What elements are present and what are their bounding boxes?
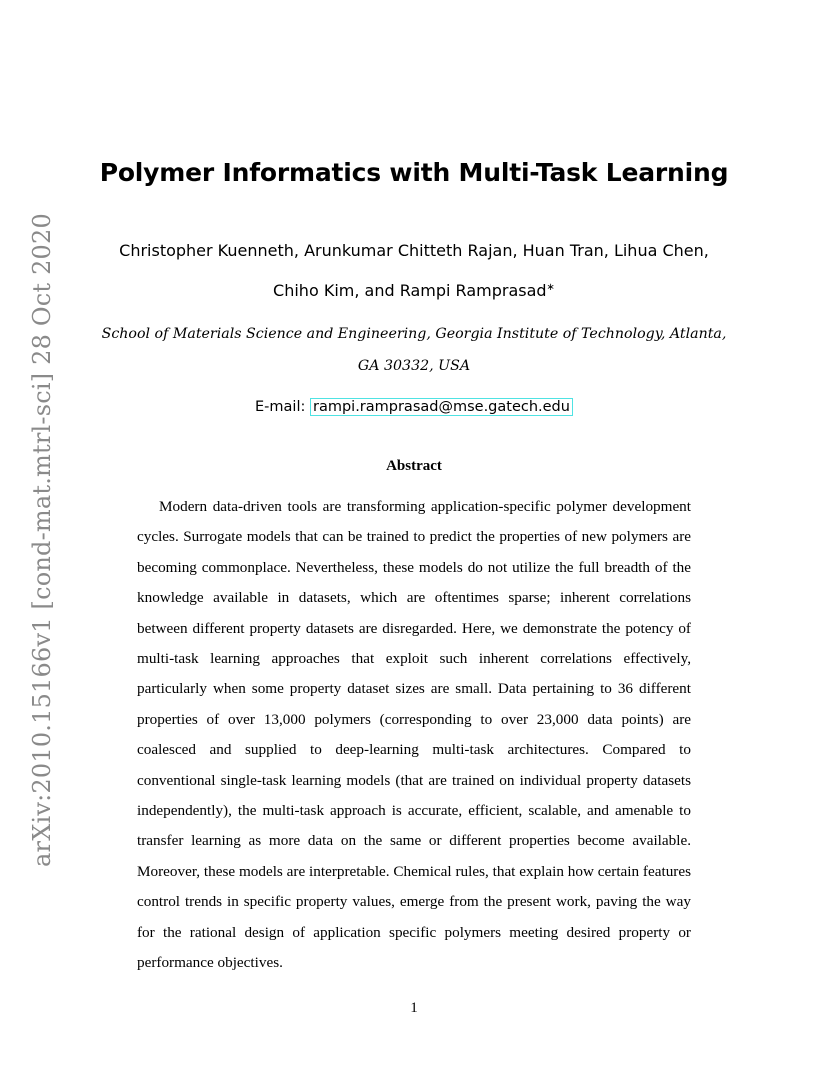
affiliation: School of Materials Science and Engineering, Georgia Institute of Technology, Atlanta, GA 30332, USA bbox=[101, 326, 727, 374]
corresponding-author-mark: ∗ bbox=[546, 282, 555, 293]
email-link[interactable]: rampi.ramprasad@mse.gatech.edu bbox=[310, 398, 573, 416]
abstract-heading: Abstract bbox=[386, 458, 442, 474]
email-label: E-mail: bbox=[255, 399, 306, 415]
page-number: 1 bbox=[410, 1000, 418, 1016]
abstract-text: Modern data-driven tools are transforming application-specific polymer development cycles. Surrogate models that can be trained to predict the properties of new polymers are becoming commonplace. Nevertheless, these models do not utilize the full breadth of the knowledge available in datasets, which are oftentimes sparse; inherent correlations between different property datasets are disregarded. Here, we demonstrate the potency of multi-task learning approaches that exploit such inherent correlations effectively, particularly when some property dataset sizes are small. Data pertaining to 36 different properties of over 13,000 polymers (corresponding to over 23,000 data points) are coalesced and supplied to deep-learning multi-task architectures. Compared to conventional single-task learning models (that are trained on individual property datasets independently), the multi-task approach is accurate, efficient, scalable, and amenable to transfer learning as more data on the same or different properties become available. Moreover, these models are interpretable. Chemical rules, that explain how certain features control trends in specific property values, emerge from the present work, paving the way for the rational design of application specific polymers meeting desired property or performance objectives. bbox=[137, 498, 691, 972]
author-list bbox=[100, 231, 728, 311]
arxiv-identifier-stamp: arXiv:2010.15166v1 [cond-mat.mtrl-sci] 28 Oct 2020 bbox=[28, 213, 56, 867]
authors-line-1: Christopher Kuenneth, Arunkumar Chitteth Rajan, Huan Tran, Lihua Chen, bbox=[119, 241, 709, 260]
email-line bbox=[0, 399, 828, 415]
authors-line-2-text: Chiho Kim, and Rampi Ramprasad bbox=[273, 281, 547, 300]
paper-title: Polymer Informatics with Multi-Task Learning bbox=[99, 158, 729, 187]
authors-line-2 bbox=[100, 271, 728, 311]
